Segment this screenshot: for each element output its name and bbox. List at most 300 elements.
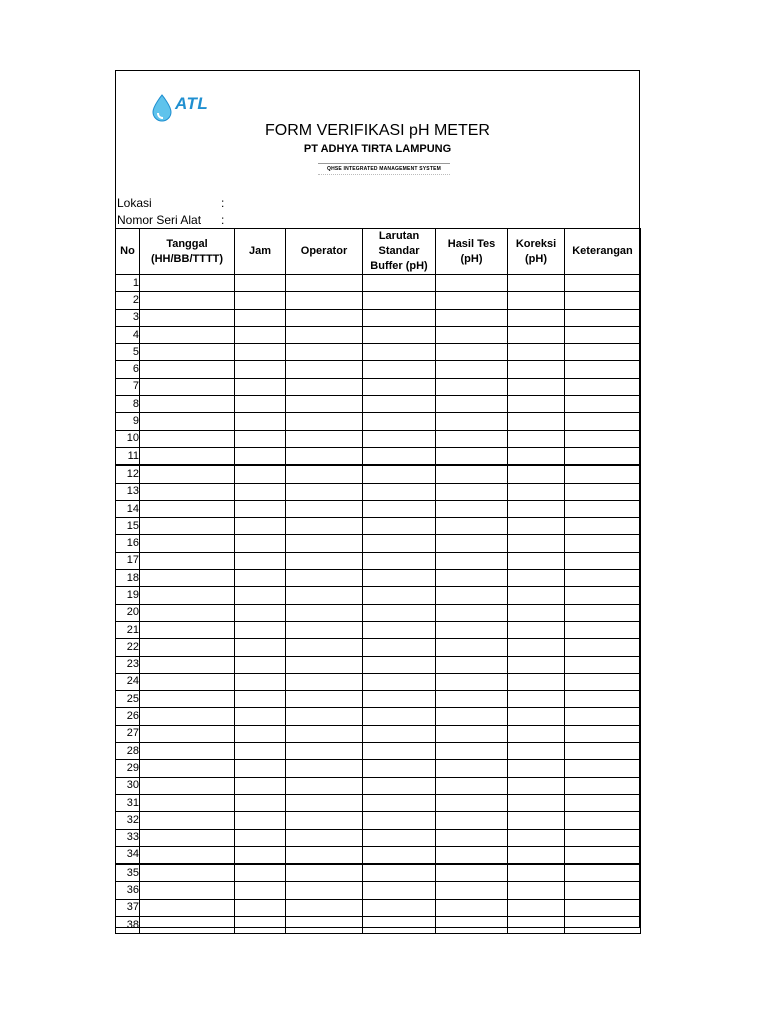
jam-cell[interactable] — [235, 309, 286, 326]
tanggal-cell[interactable] — [140, 916, 235, 933]
tanggal-cell[interactable] — [140, 621, 235, 638]
lokasi-colon: : — [221, 196, 225, 210]
koreksi-cell[interactable] — [508, 413, 565, 430]
row-number: 36 — [116, 882, 140, 899]
koreksi-cell[interactable] — [508, 743, 565, 760]
hasil-tes-cell[interactable] — [436, 673, 508, 690]
tanggal-cell[interactable] — [140, 275, 235, 292]
hasil-tes-cell[interactable] — [436, 621, 508, 638]
larutan-cell[interactable] — [363, 396, 436, 413]
row-number: 6 — [116, 361, 140, 378]
larutan-cell[interactable] — [363, 275, 436, 292]
jam-cell[interactable] — [235, 465, 286, 483]
tanggal-cell[interactable] — [140, 777, 235, 794]
tanggal-cell[interactable] — [140, 882, 235, 899]
table-row — [116, 292, 641, 309]
koreksi-cell[interactable] — [508, 760, 565, 777]
hasil-tes-cell[interactable] — [436, 465, 508, 483]
koreksi-cell[interactable] — [508, 275, 565, 292]
hasil-tes-cell[interactable] — [436, 691, 508, 708]
koreksi-cell[interactable] — [508, 812, 565, 829]
jam-cell[interactable] — [235, 275, 286, 292]
jam-cell[interactable] — [235, 621, 286, 638]
hasil-tes-cell[interactable] — [436, 725, 508, 742]
tanggal-cell[interactable] — [140, 725, 235, 742]
jam-cell[interactable] — [235, 500, 286, 517]
table-row — [116, 743, 641, 760]
koreksi-cell[interactable] — [508, 777, 565, 794]
tanggal-cell[interactable] — [140, 430, 235, 447]
table-row — [116, 344, 641, 361]
keterangan-cell[interactable] — [565, 396, 641, 413]
tanggal-cell[interactable] — [140, 899, 235, 916]
koreksi-cell[interactable] — [508, 587, 565, 604]
koreksi-cell[interactable] — [508, 309, 565, 326]
jam-cell[interactable] — [235, 777, 286, 794]
keterangan-cell[interactable] — [565, 794, 641, 811]
jam-cell[interactable] — [235, 673, 286, 690]
operator-cell[interactable] — [286, 673, 363, 690]
operator-cell[interactable] — [286, 812, 363, 829]
hasil-tes-cell[interactable] — [436, 829, 508, 846]
operator-cell[interactable] — [286, 899, 363, 916]
larutan-cell[interactable] — [363, 708, 436, 725]
row-number: 18 — [116, 570, 140, 587]
larutan-cell[interactable] — [363, 846, 436, 864]
larutan-cell[interactable] — [363, 794, 436, 811]
koreksi-cell[interactable] — [508, 708, 565, 725]
hasil-tes-cell[interactable] — [436, 777, 508, 794]
operator-cell[interactable] — [286, 309, 363, 326]
hasil-tes-cell[interactable] — [436, 483, 508, 500]
jam-cell[interactable] — [235, 587, 286, 604]
koreksi-cell[interactable] — [508, 794, 565, 811]
tanggal-cell[interactable] — [140, 361, 235, 378]
keterangan-cell[interactable] — [565, 916, 641, 933]
keterangan-cell[interactable] — [565, 344, 641, 361]
operator-cell[interactable] — [286, 275, 363, 292]
hasil-tes-cell[interactable] — [436, 275, 508, 292]
tanggal-cell[interactable] — [140, 760, 235, 777]
keterangan-cell[interactable] — [565, 483, 641, 500]
table-row — [116, 794, 641, 811]
koreksi-cell[interactable] — [508, 691, 565, 708]
jam-cell[interactable] — [235, 430, 286, 447]
jam-cell[interactable] — [235, 656, 286, 673]
jam-cell[interactable] — [235, 864, 286, 882]
tanggal-cell[interactable] — [140, 639, 235, 656]
larutan-cell[interactable] — [363, 604, 436, 621]
tanggal-cell[interactable] — [140, 292, 235, 309]
table-row — [116, 500, 641, 517]
row-number: 32 — [116, 812, 140, 829]
jam-cell[interactable] — [235, 899, 286, 916]
operator-cell[interactable] — [286, 743, 363, 760]
operator-cell[interactable] — [286, 777, 363, 794]
jam-cell[interactable] — [235, 794, 286, 811]
col-header-tanggal: Tanggal (HH/BB/TTTT) — [140, 229, 235, 275]
keterangan-cell[interactable] — [565, 673, 641, 690]
hasil-tes-cell[interactable] — [436, 639, 508, 656]
keterangan-cell[interactable] — [565, 621, 641, 638]
larutan-cell[interactable] — [363, 447, 436, 465]
koreksi-cell[interactable] — [508, 483, 565, 500]
keterangan-cell[interactable] — [565, 413, 641, 430]
keterangan-cell[interactable] — [565, 447, 641, 465]
operator-cell[interactable] — [286, 708, 363, 725]
tanggal-cell[interactable] — [140, 344, 235, 361]
jam-cell[interactable] — [235, 570, 286, 587]
larutan-cell[interactable] — [363, 361, 436, 378]
hasil-tes-cell[interactable] — [436, 864, 508, 882]
company-name: PT ADHYA TIRTA LAMPUNG — [303, 143, 452, 155]
management-system-label: QHSE INTEGRATED MANAGEMENT SYSTEM — [326, 166, 441, 172]
keterangan-cell[interactable] — [565, 465, 641, 483]
keterangan-cell[interactable] — [565, 326, 641, 343]
hasil-tes-cell[interactable] — [436, 916, 508, 933]
tanggal-cell[interactable] — [140, 846, 235, 864]
larutan-cell[interactable] — [363, 587, 436, 604]
hasil-tes-cell[interactable] — [436, 812, 508, 829]
keterangan-cell[interactable] — [565, 292, 641, 309]
hasil-tes-cell[interactable] — [436, 604, 508, 621]
operator-cell[interactable] — [286, 430, 363, 447]
keterangan-cell[interactable] — [565, 552, 641, 569]
jam-cell[interactable] — [235, 604, 286, 621]
operator-cell[interactable] — [286, 604, 363, 621]
larutan-cell[interactable] — [363, 570, 436, 587]
larutan-cell[interactable] — [363, 743, 436, 760]
larutan-cell[interactable] — [363, 518, 436, 535]
hasil-tes-cell[interactable] — [436, 656, 508, 673]
koreksi-cell[interactable] — [508, 864, 565, 882]
larutan-cell[interactable] — [363, 777, 436, 794]
tanggal-cell[interactable] — [140, 465, 235, 483]
col-header-jam: Jam — [235, 229, 286, 275]
tanggal-cell[interactable] — [140, 743, 235, 760]
row-number: 35 — [116, 864, 140, 882]
hasil-tes-cell[interactable] — [436, 309, 508, 326]
tanggal-cell[interactable] — [140, 552, 235, 569]
hasil-tes-cell[interactable] — [436, 570, 508, 587]
koreksi-cell[interactable] — [508, 535, 565, 552]
operator-cell[interactable] — [286, 378, 363, 395]
tanggal-cell[interactable] — [140, 378, 235, 395]
keterangan-cell[interactable] — [565, 378, 641, 395]
operator-cell[interactable] — [286, 326, 363, 343]
koreksi-cell[interactable] — [508, 899, 565, 916]
tanggal-cell[interactable] — [140, 829, 235, 846]
jam-cell[interactable] — [235, 483, 286, 500]
operator-cell[interactable] — [286, 794, 363, 811]
tanggal-cell[interactable] — [140, 570, 235, 587]
keterangan-cell[interactable] — [565, 518, 641, 535]
tanggal-cell[interactable] — [140, 326, 235, 343]
jam-cell[interactable] — [235, 378, 286, 395]
hasil-tes-cell[interactable] — [436, 587, 508, 604]
larutan-cell[interactable] — [363, 916, 436, 933]
larutan-cell[interactable] — [363, 812, 436, 829]
jam-cell[interactable] — [235, 708, 286, 725]
larutan-cell[interactable] — [363, 725, 436, 742]
koreksi-cell[interactable] — [508, 639, 565, 656]
keterangan-cell[interactable] — [565, 899, 641, 916]
table-row — [116, 518, 641, 535]
tanggal-cell[interactable] — [140, 864, 235, 882]
hasil-tes-cell[interactable] — [436, 361, 508, 378]
operator-cell[interactable] — [286, 500, 363, 517]
operator-cell[interactable] — [286, 361, 363, 378]
operator-cell[interactable] — [286, 587, 363, 604]
larutan-cell[interactable] — [363, 882, 436, 899]
larutan-cell[interactable] — [363, 899, 436, 916]
larutan-cell[interactable] — [363, 465, 436, 483]
keterangan-cell[interactable] — [565, 570, 641, 587]
operator-cell[interactable] — [286, 829, 363, 846]
keterangan-cell[interactable] — [565, 430, 641, 447]
lokasi-label: Lokasi — [117, 196, 152, 210]
tanggal-cell[interactable] — [140, 500, 235, 517]
operator-cell[interactable] — [286, 656, 363, 673]
hasil-tes-cell[interactable] — [436, 326, 508, 343]
jam-cell[interactable] — [235, 812, 286, 829]
row-number: 22 — [116, 639, 140, 656]
keterangan-cell[interactable] — [565, 639, 641, 656]
larutan-cell[interactable] — [363, 535, 436, 552]
keterangan-cell[interactable] — [565, 725, 641, 742]
koreksi-cell[interactable] — [508, 396, 565, 413]
operator-cell[interactable] — [286, 292, 363, 309]
larutan-cell[interactable] — [363, 500, 436, 517]
keterangan-cell[interactable] — [565, 309, 641, 326]
operator-cell[interactable] — [286, 846, 363, 864]
jam-cell[interactable] — [235, 344, 286, 361]
hasil-tes-cell[interactable] — [436, 500, 508, 517]
larutan-cell[interactable] — [363, 430, 436, 447]
larutan-cell[interactable] — [363, 691, 436, 708]
larutan-cell[interactable] — [363, 309, 436, 326]
koreksi-cell[interactable] — [508, 656, 565, 673]
keterangan-cell[interactable] — [565, 604, 641, 621]
jam-cell[interactable] — [235, 916, 286, 933]
koreksi-cell[interactable] — [508, 846, 565, 864]
keterangan-cell[interactable] — [565, 691, 641, 708]
operator-cell[interactable] — [286, 882, 363, 899]
jam-cell[interactable] — [235, 535, 286, 552]
hasil-tes-cell[interactable] — [436, 743, 508, 760]
operator-cell[interactable] — [286, 725, 363, 742]
tanggal-cell[interactable] — [140, 518, 235, 535]
larutan-cell[interactable] — [363, 829, 436, 846]
larutan-cell[interactable] — [363, 344, 436, 361]
hasil-tes-cell[interactable] — [436, 292, 508, 309]
operator-cell[interactable] — [286, 760, 363, 777]
keterangan-cell[interactable] — [565, 587, 641, 604]
larutan-cell[interactable] — [363, 413, 436, 430]
jam-cell[interactable] — [235, 413, 286, 430]
row-number: 23 — [116, 656, 140, 673]
koreksi-cell[interactable] — [508, 604, 565, 621]
operator-cell[interactable] — [286, 691, 363, 708]
jam-cell[interactable] — [235, 846, 286, 864]
koreksi-cell[interactable] — [508, 673, 565, 690]
larutan-cell[interactable] — [363, 378, 436, 395]
hasil-tes-cell[interactable] — [436, 708, 508, 725]
operator-cell[interactable] — [286, 483, 363, 500]
jam-cell[interactable] — [235, 552, 286, 569]
keterangan-cell[interactable] — [565, 656, 641, 673]
row-number: 9 — [116, 413, 140, 430]
keterangan-cell[interactable] — [565, 882, 641, 899]
larutan-cell[interactable] — [363, 656, 436, 673]
operator-cell[interactable] — [286, 447, 363, 465]
larutan-cell[interactable] — [363, 760, 436, 777]
nomor-seri-colon: : — [221, 213, 225, 227]
koreksi-cell[interactable] — [508, 500, 565, 517]
hasil-tes-cell[interactable] — [436, 535, 508, 552]
koreksi-cell[interactable] — [508, 344, 565, 361]
keterangan-cell[interactable] — [565, 535, 641, 552]
larutan-cell[interactable] — [363, 639, 436, 656]
keterangan-cell[interactable] — [565, 743, 641, 760]
tanggal-cell[interactable] — [140, 604, 235, 621]
keterangan-cell[interactable] — [565, 708, 641, 725]
koreksi-cell[interactable] — [508, 882, 565, 899]
tanggal-cell[interactable] — [140, 812, 235, 829]
operator-cell[interactable] — [286, 552, 363, 569]
operator-cell[interactable] — [286, 864, 363, 882]
operator-cell[interactable] — [286, 465, 363, 483]
koreksi-cell[interactable] — [508, 621, 565, 638]
hasil-tes-cell[interactable] — [436, 396, 508, 413]
divider — [318, 174, 450, 175]
koreksi-cell[interactable] — [508, 447, 565, 465]
table-row — [116, 535, 641, 552]
koreksi-cell[interactable] — [508, 518, 565, 535]
jam-cell[interactable] — [235, 691, 286, 708]
operator-cell[interactable] — [286, 570, 363, 587]
tanggal-cell[interactable] — [140, 535, 235, 552]
koreksi-cell[interactable] — [508, 378, 565, 395]
table-row — [116, 725, 641, 742]
larutan-cell[interactable] — [363, 483, 436, 500]
operator-cell[interactable] — [286, 396, 363, 413]
hasil-tes-cell[interactable] — [436, 518, 508, 535]
jam-cell[interactable] — [235, 518, 286, 535]
operator-cell[interactable] — [286, 916, 363, 933]
tanggal-cell[interactable] — [140, 309, 235, 326]
operator-cell[interactable] — [286, 344, 363, 361]
koreksi-cell[interactable] — [508, 292, 565, 309]
tanggal-cell[interactable] — [140, 673, 235, 690]
larutan-cell[interactable] — [363, 673, 436, 690]
table-row — [116, 621, 641, 638]
table-row — [116, 570, 641, 587]
hasil-tes-cell[interactable] — [436, 760, 508, 777]
jam-cell[interactable] — [235, 743, 286, 760]
keterangan-cell[interactable] — [565, 812, 641, 829]
hasil-tes-cell[interactable] — [436, 882, 508, 899]
jam-cell[interactable] — [235, 882, 286, 899]
koreksi-cell[interactable] — [508, 552, 565, 569]
keterangan-cell[interactable] — [565, 760, 641, 777]
row-number: 10 — [116, 430, 140, 447]
koreksi-cell[interactable] — [508, 829, 565, 846]
tanggal-cell[interactable] — [140, 447, 235, 465]
table-row — [116, 846, 641, 864]
table-row — [116, 708, 641, 725]
jam-cell[interactable] — [235, 292, 286, 309]
table-row — [116, 552, 641, 569]
jam-cell[interactable] — [235, 361, 286, 378]
jam-cell[interactable] — [235, 447, 286, 465]
larutan-cell[interactable] — [363, 552, 436, 569]
koreksi-cell[interactable] — [508, 326, 565, 343]
tanggal-cell[interactable] — [140, 587, 235, 604]
koreksi-cell[interactable] — [508, 725, 565, 742]
larutan-cell[interactable] — [363, 292, 436, 309]
table-row — [116, 916, 641, 933]
operator-cell[interactable] — [286, 413, 363, 430]
hasil-tes-cell[interactable] — [436, 344, 508, 361]
tanggal-cell[interactable] — [140, 413, 235, 430]
keterangan-cell[interactable] — [565, 829, 641, 846]
jam-cell[interactable] — [235, 396, 286, 413]
hasil-tes-cell[interactable] — [436, 447, 508, 465]
keterangan-cell[interactable] — [565, 777, 641, 794]
jam-cell[interactable] — [235, 639, 286, 656]
hasil-tes-cell[interactable] — [436, 413, 508, 430]
jam-cell[interactable] — [235, 725, 286, 742]
operator-cell[interactable] — [286, 639, 363, 656]
hasil-tes-cell[interactable] — [436, 899, 508, 916]
keterangan-cell[interactable] — [565, 500, 641, 517]
operator-cell[interactable] — [286, 621, 363, 638]
hasil-tes-cell[interactable] — [436, 846, 508, 864]
keterangan-cell[interactable] — [565, 361, 641, 378]
hasil-tes-cell[interactable] — [436, 378, 508, 395]
keterangan-cell[interactable] — [565, 275, 641, 292]
koreksi-cell[interactable] — [508, 570, 565, 587]
jam-cell[interactable] — [235, 326, 286, 343]
hasil-tes-cell[interactable] — [436, 552, 508, 569]
keterangan-cell[interactable] — [565, 846, 641, 864]
larutan-cell[interactable] — [363, 864, 436, 882]
operator-cell[interactable] — [286, 518, 363, 535]
keterangan-cell[interactable] — [565, 864, 641, 882]
row-number: 11 — [116, 447, 140, 465]
tanggal-cell[interactable] — [140, 656, 235, 673]
koreksi-cell[interactable] — [508, 465, 565, 483]
tanggal-cell[interactable] — [140, 708, 235, 725]
tanggal-cell[interactable] — [140, 691, 235, 708]
col-header-larutan: Larutan Standar Buffer (pH) — [363, 229, 436, 275]
hasil-tes-cell[interactable] — [436, 430, 508, 447]
tanggal-cell[interactable] — [140, 396, 235, 413]
jam-cell[interactable] — [235, 760, 286, 777]
koreksi-cell[interactable] — [508, 916, 565, 933]
tanggal-cell[interactable] — [140, 794, 235, 811]
jam-cell[interactable] — [235, 829, 286, 846]
koreksi-cell[interactable] — [508, 361, 565, 378]
company-logo — [150, 93, 220, 125]
tanggal-cell[interactable] — [140, 483, 235, 500]
larutan-cell[interactable] — [363, 326, 436, 343]
hasil-tes-cell[interactable] — [436, 794, 508, 811]
larutan-cell[interactable] — [363, 621, 436, 638]
operator-cell[interactable] — [286, 535, 363, 552]
koreksi-cell[interactable] — [508, 430, 565, 447]
